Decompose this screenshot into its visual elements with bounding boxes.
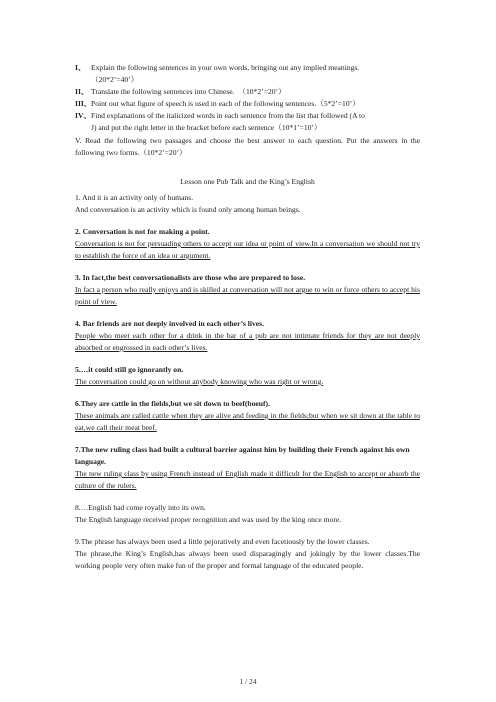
sentence-explanation: People who meet each other for a drink in the bar of a pub are not intimate friends for they are not deeply absorbed or engrossed in each other’s lives.: [75, 331, 420, 352]
page-number: 1 / 24: [239, 677, 257, 686]
sentence-question: 3. In fact,the best conversationalists are those who are prepared to lose.: [75, 273, 306, 282]
document-page: [75, 62, 420, 572]
instruction-number: III、: [75, 99, 92, 108]
sentence-question: 5.…it could still go ignorantly on.: [75, 365, 184, 374]
sentence-item: [75, 536, 420, 572]
sentence-item: [75, 398, 420, 434]
sentence-item: [75, 444, 420, 492]
instruction-text: Translate the following sentences into Chinese. （10*2’=20’）: [91, 87, 286, 96]
instruction-number: I、: [75, 63, 86, 72]
sentence-item: [75, 272, 420, 308]
instruction-text: Find explanations of the italicized words in each sentence from the list that followed (A to: [91, 111, 365, 120]
sentence-item: [75, 192, 420, 216]
instruction-2: [75, 86, 420, 98]
sentence-item: [75, 226, 420, 262]
sentence-explanation: The conversation could go on without anybody knowing who was right or wrong.: [75, 377, 324, 386]
instruction-text: Explain the following sentences in your own words, bringing out any implied meanings.: [91, 63, 360, 72]
instruction-number: IV、: [75, 111, 92, 120]
sentence-explanation: These animals are called cattle when they are alive and feeding in the fields;but when we sit down at the table to eat,we call their meat beef.: [75, 411, 420, 432]
sentence-question: 1. And it is an activity only of humans.: [75, 193, 194, 202]
sentence-question: 7.The new ruling class had built a cultural barrier against him by building their French against his own language.: [75, 445, 410, 466]
sentence-item: [75, 318, 420, 354]
sentence-question: 8.…English had come royally into its own.: [75, 503, 206, 512]
sentence-item: [75, 502, 420, 526]
sentence-question: 9.The phrase has always been used a little pejoratively and even facetiously by the lower classes.: [75, 537, 370, 546]
instruction-3: [75, 98, 420, 110]
sentence-explanation: The new ruling class by using French instead of English made it difficult for the English to accept or absorb the culture of the rulers.: [75, 469, 420, 490]
instruction-text: （20*2’=40’）: [91, 75, 139, 84]
sentence-explanation: In fact a person who really enjoys and is skilled at conversation will not argue to win or force others to accept his point of view.: [75, 285, 420, 306]
sentence-question: 6.They are cattle in the fields,but we sit down to beef(boeuf).: [75, 399, 270, 408]
sentence-list: [75, 192, 420, 572]
lesson-title: Lesson one Pub Talk and the King’s English: [180, 177, 315, 186]
sentence-explanation: The English language received proper recognition and was used by the king once more.: [75, 515, 342, 524]
instruction-number: II、: [75, 87, 89, 96]
instruction-4: [75, 110, 420, 122]
instruction-text: Point out what figure of speech is used in each of the following sentences.（5*2’=10’）: [91, 99, 360, 108]
sentence-explanation: And conversation is an activity which is found only among human beings.: [75, 205, 301, 214]
instruction-1: [75, 62, 420, 74]
section-v-instruction: V. Read the following two passages and choose the best answer to each question. Put the answers in the following two forms.（10*2’=20’）: [75, 136, 420, 157]
sentence-question: 4. Bar friends are not deeply involved in each other’s lives.: [75, 319, 264, 328]
sentence-item: [75, 364, 420, 388]
sentence-explanation: Conversation is not for persuading others to accept our idea or point of view.In a conversation we should not try to establish the force of an idea or argument.: [75, 239, 420, 260]
instruction-text: J) and put the right letter in the bracket before each sentence（10*1’=10’）: [91, 123, 322, 132]
sentence-question: 2. Conversation is not for making a point.: [75, 227, 210, 236]
instructions: [75, 62, 420, 134]
sentence-explanation: The phrase,the King’s English,has always been used disparagingly and jokingly by the lower classes.The working people very often make fun of the proper and formal language of the educated people.: [75, 549, 420, 570]
